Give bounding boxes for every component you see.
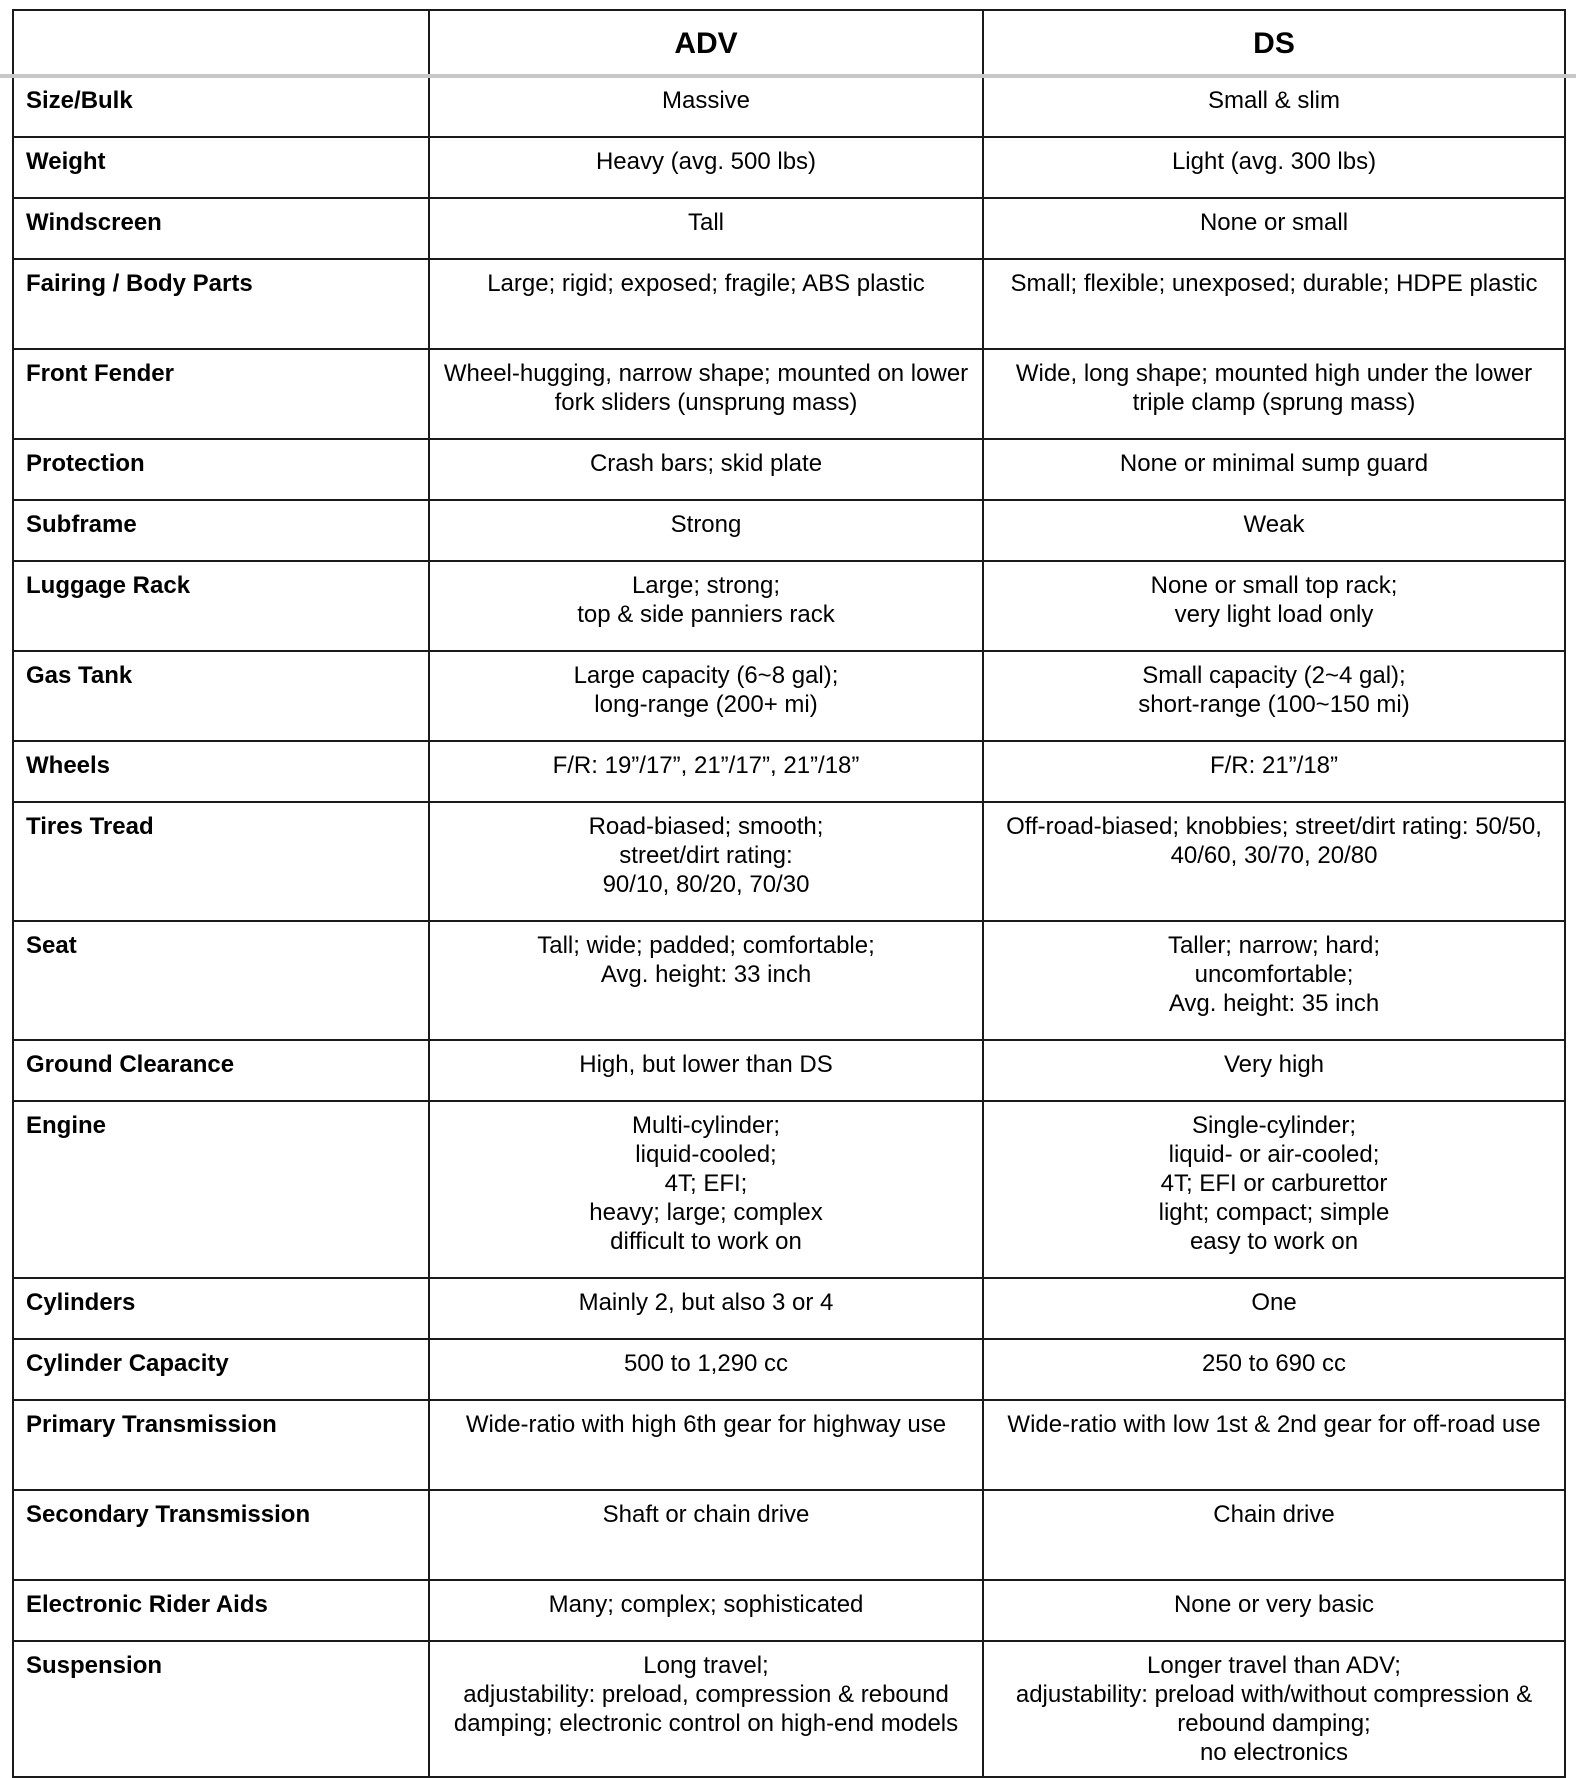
comparison-table bbox=[12, 9, 1566, 1778]
table-row bbox=[13, 561, 1565, 651]
table-row bbox=[13, 198, 1565, 259]
table-row bbox=[13, 439, 1565, 500]
table-row bbox=[13, 76, 1565, 137]
row-label[interactable]: Tires Tread bbox=[13, 802, 429, 921]
adv-cell[interactable]: Tall; wide; padded; comfortable; Avg. height: 33 inch bbox=[429, 921, 983, 1040]
ds-cell[interactable]: None or small bbox=[983, 198, 1565, 259]
adv-cell[interactable]: Road-biased; smooth; street/dirt rating: 90/10, 80/20, 70/30 bbox=[429, 802, 983, 921]
table-row bbox=[13, 259, 1565, 349]
ds-cell[interactable]: One bbox=[983, 1278, 1565, 1339]
adv-cell[interactable]: Wheel-hugging, narrow shape; mounted on lower fork sliders (unsprung mass) bbox=[429, 349, 983, 439]
ds-cell[interactable]: F/R: 21”/18” bbox=[983, 741, 1565, 802]
adv-cell[interactable]: Large capacity (6~8 gal); long-range (200+ mi) bbox=[429, 651, 983, 741]
frozen-row-divider[interactable] bbox=[0, 74, 1576, 78]
ds-cell[interactable]: Off-road-biased; knobbies; street/dirt rating: 50/50, 40/60, 30/70, 20/80 bbox=[983, 802, 1565, 921]
ds-cell[interactable]: Taller; narrow; hard; uncomfortable; Avg. height: 35 inch bbox=[983, 921, 1565, 1040]
adv-cell[interactable]: Crash bars; skid plate bbox=[429, 439, 983, 500]
header-blank-cell[interactable] bbox=[13, 10, 429, 76]
ds-cell[interactable]: Light (avg. 300 lbs) bbox=[983, 137, 1565, 198]
header-adv[interactable]: ADV bbox=[429, 10, 983, 76]
table-row bbox=[13, 1490, 1565, 1580]
adv-cell[interactable]: Multi-cylinder; liquid-cooled; 4T; EFI; heavy; large; complex difficult to work on bbox=[429, 1101, 983, 1278]
row-label[interactable]: Gas Tank bbox=[13, 651, 429, 741]
ds-cell[interactable]: None or minimal sump guard bbox=[983, 439, 1565, 500]
ds-cell[interactable]: Weak bbox=[983, 500, 1565, 561]
ds-cell[interactable]: Longer travel than ADV; adjustability: preload with/without compression & rebound damping; no electronics bbox=[983, 1641, 1565, 1777]
ds-cell[interactable]: Wide, long shape; mounted high under the lower triple clamp (sprung mass) bbox=[983, 349, 1565, 439]
table-row bbox=[13, 137, 1565, 198]
ds-cell[interactable]: Small; flexible; unexposed; durable; HDPE plastic bbox=[983, 259, 1565, 349]
adv-cell[interactable]: Mainly 2, but also 3 or 4 bbox=[429, 1278, 983, 1339]
row-label[interactable]: Wheels bbox=[13, 741, 429, 802]
ds-cell[interactable]: Very high bbox=[983, 1040, 1565, 1101]
adv-cell[interactable]: 500 to 1,290 cc bbox=[429, 1339, 983, 1400]
adv-cell[interactable]: F/R: 19”/17”, 21”/17”, 21”/18” bbox=[429, 741, 983, 802]
adv-cell[interactable]: Heavy (avg. 500 lbs) bbox=[429, 137, 983, 198]
row-label[interactable]: Fairing / Body Parts bbox=[13, 259, 429, 349]
row-label[interactable]: Electronic Rider Aids bbox=[13, 1580, 429, 1641]
row-label[interactable]: Secondary Transmission bbox=[13, 1490, 429, 1580]
ds-cell[interactable]: Single-cylinder; liquid- or air-cooled; 4T; EFI or carburettor light; compact; simple easy to work on bbox=[983, 1101, 1565, 1278]
table-row bbox=[13, 1040, 1565, 1101]
ds-cell[interactable]: Small capacity (2~4 gal); short-range (100~150 mi) bbox=[983, 651, 1565, 741]
ds-cell[interactable]: None or small top rack; very light load only bbox=[983, 561, 1565, 651]
row-label[interactable]: Cylinder Capacity bbox=[13, 1339, 429, 1400]
row-label[interactable]: Size/Bulk bbox=[13, 76, 429, 137]
table-row bbox=[13, 1278, 1565, 1339]
table-row bbox=[13, 1339, 1565, 1400]
row-label[interactable]: Luggage Rack bbox=[13, 561, 429, 651]
adv-cell[interactable]: Wide-ratio with high 6th gear for highway use bbox=[429, 1400, 983, 1490]
adv-cell[interactable]: Large; strong; top & side panniers rack bbox=[429, 561, 983, 651]
table-row bbox=[13, 921, 1565, 1040]
row-label[interactable]: Subframe bbox=[13, 500, 429, 561]
row-label[interactable]: Cylinders bbox=[13, 1278, 429, 1339]
row-label[interactable]: Protection bbox=[13, 439, 429, 500]
adv-cell[interactable]: High, but lower than DS bbox=[429, 1040, 983, 1101]
table-row bbox=[13, 1580, 1565, 1641]
ds-cell[interactable]: Small & slim bbox=[983, 76, 1565, 137]
header-row bbox=[13, 10, 1565, 76]
row-label[interactable]: Engine bbox=[13, 1101, 429, 1278]
adv-cell[interactable]: Tall bbox=[429, 198, 983, 259]
table-row bbox=[13, 651, 1565, 741]
ds-cell[interactable]: Chain drive bbox=[983, 1490, 1565, 1580]
table-row bbox=[13, 1641, 1565, 1777]
adv-cell[interactable]: Long travel; adjustability: preload, compression & rebound damping; electronic control on high-end models bbox=[429, 1641, 983, 1777]
ds-cell[interactable]: 250 to 690 cc bbox=[983, 1339, 1565, 1400]
row-label[interactable]: Weight bbox=[13, 137, 429, 198]
adv-cell[interactable]: Many; complex; sophisticated bbox=[429, 1580, 983, 1641]
row-label[interactable]: Primary Transmission bbox=[13, 1400, 429, 1490]
adv-cell[interactable]: Shaft or chain drive bbox=[429, 1490, 983, 1580]
ds-cell[interactable]: Wide-ratio with low 1st & 2nd gear for off-road use bbox=[983, 1400, 1565, 1490]
table-row bbox=[13, 802, 1565, 921]
row-label[interactable]: Front Fender bbox=[13, 349, 429, 439]
ds-cell[interactable]: None or very basic bbox=[983, 1580, 1565, 1641]
row-label[interactable]: Suspension bbox=[13, 1641, 429, 1777]
adv-cell[interactable]: Strong bbox=[429, 500, 983, 561]
adv-cell[interactable]: Large; rigid; exposed; fragile; ABS plastic bbox=[429, 259, 983, 349]
table-row bbox=[13, 500, 1565, 561]
row-label[interactable]: Seat bbox=[13, 921, 429, 1040]
row-label[interactable]: Ground Clearance bbox=[13, 1040, 429, 1101]
row-label[interactable]: Windscreen bbox=[13, 198, 429, 259]
header-ds[interactable]: DS bbox=[983, 10, 1565, 76]
adv-cell[interactable]: Massive bbox=[429, 76, 983, 137]
table-row bbox=[13, 741, 1565, 802]
table-row bbox=[13, 1400, 1565, 1490]
table-row bbox=[13, 1101, 1565, 1278]
table-row bbox=[13, 349, 1565, 439]
